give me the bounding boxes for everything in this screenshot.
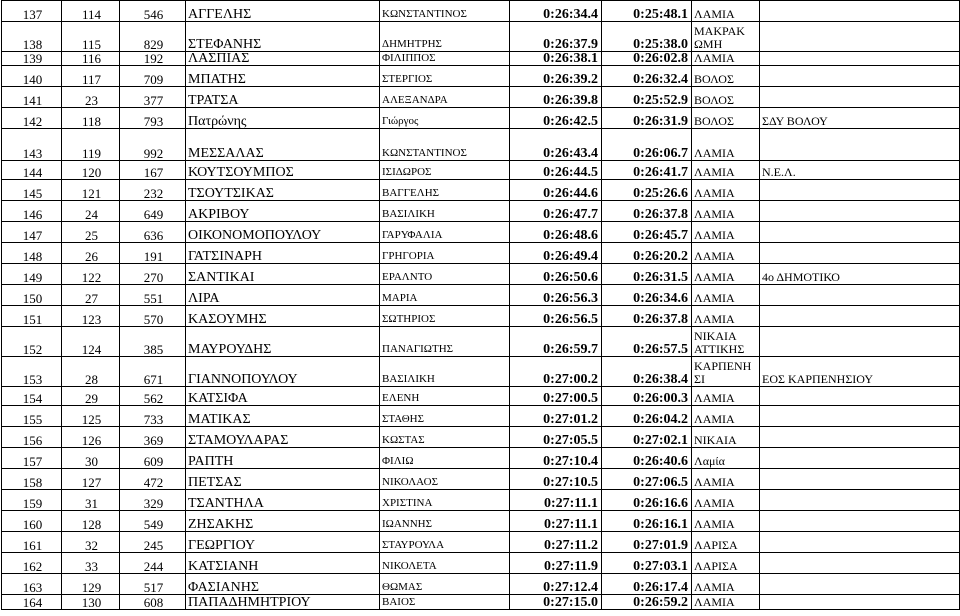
category-place-cell: 122: [62, 264, 120, 285]
gun-time-cell: 0:26:39.2: [510, 66, 602, 87]
bib-number-cell: 649: [120, 201, 186, 222]
category-place-cell: 24: [62, 201, 120, 222]
city-cell: ΛΑΜΙΑ: [692, 595, 760, 610]
bib-number-cell: 992: [120, 129, 186, 161]
net-time-cell: 0:26:31.5: [602, 264, 692, 285]
surname-cell: ΠΑΠΑΔΗΜΗΤΡΙΟΥ: [186, 595, 380, 610]
surname-cell: ΜΕΣΣΑΛΑΣ: [186, 129, 380, 161]
club-cell: [760, 201, 960, 222]
surname-cell: ΤΣΟΥΤΣΙΚΑΣ: [186, 180, 380, 201]
first-name-cell: Γιώργος: [380, 108, 510, 129]
city-cell: ΛΑΡΙΣΑ: [692, 532, 760, 553]
place-cell: 155: [2, 406, 62, 427]
category-place-cell: 129: [62, 574, 120, 595]
city-cell: ΛΑΜΙΑ: [692, 574, 760, 595]
bib-number-cell: 793: [120, 108, 186, 129]
net-time-cell: 0:25:48.1: [602, 1, 692, 22]
bib-number-cell: 191: [120, 243, 186, 264]
place-cell: 137: [2, 1, 62, 22]
club-cell: [760, 490, 960, 511]
first-name-cell: ΦΙΛΙΠΠΟΣ: [380, 52, 510, 66]
table-row: [2, 201, 960, 222]
surname-cell: ΣΤΕΦΑΝΗΣ: [186, 22, 380, 52]
category-place-cell: 115: [62, 22, 120, 52]
club-cell: [760, 595, 960, 610]
city-cell: ΛΑΜΙΑ: [692, 490, 760, 511]
first-name-cell: ΓΑΡΥΦΑΛΙΑ: [380, 222, 510, 243]
first-name-cell: ΒΑΙΟΣ: [380, 595, 510, 610]
surname-cell: ΚΑΤΣΙΦΑ: [186, 387, 380, 406]
bib-number-cell: 829: [120, 22, 186, 52]
gun-time-cell: 0:26:44.5: [510, 161, 602, 180]
first-name-cell: ΕΡΑΛΝΤΟ: [380, 264, 510, 285]
place-cell: 161: [2, 532, 62, 553]
city-cell: ΛΑΜΙΑ: [692, 129, 760, 161]
gun-time-cell: 0:26:48.6: [510, 222, 602, 243]
bib-number-cell: 549: [120, 511, 186, 532]
bib-number-cell: 472: [120, 469, 186, 490]
place-cell: 147: [2, 222, 62, 243]
net-time-cell: 0:27:01.9: [602, 532, 692, 553]
gun-time-cell: 0:26:34.4: [510, 1, 602, 22]
net-time-cell: 0:26:38.4: [602, 357, 692, 387]
bib-number-cell: 232: [120, 180, 186, 201]
first-name-cell: ΒΑΣΙΛΙΚΗ: [380, 201, 510, 222]
category-place-cell: 118: [62, 108, 120, 129]
table-row: [2, 387, 960, 406]
category-place-cell: 116: [62, 52, 120, 66]
surname-cell: ΤΡΑΤΣΑ: [186, 87, 380, 108]
results-table: [1, 0, 960, 610]
surname-cell: ΦΑΣΙΑΝΗΣ: [186, 574, 380, 595]
table-row: [2, 574, 960, 595]
bib-number-cell: 636: [120, 222, 186, 243]
city-cell: ΛΑΜΙΑ: [692, 1, 760, 22]
net-time-cell: 0:26:40.6: [602, 448, 692, 469]
gun-time-cell: 0:26:44.6: [510, 180, 602, 201]
net-time-cell: 0:27:03.1: [602, 553, 692, 574]
surname-cell: ΓΑΤΣΙΝΑΡΗ: [186, 243, 380, 264]
surname-cell: ΜΑΥΡΟΥΔΗΣ: [186, 327, 380, 357]
surname-cell: ΓΙΑΝΝΟΠΟΥΛΟΥ: [186, 357, 380, 387]
place-cell: 162: [2, 553, 62, 574]
net-time-cell: 0:27:02.1: [602, 427, 692, 448]
table-row: [2, 264, 960, 285]
place-cell: 145: [2, 180, 62, 201]
gun-time-cell: 0:27:05.5: [510, 427, 602, 448]
gun-time-cell: 0:27:11.9: [510, 553, 602, 574]
category-place-cell: 26: [62, 243, 120, 264]
gun-time-cell: 0:26:43.4: [510, 129, 602, 161]
first-name-cell: ΣΤΕΡΓΙΟΣ: [380, 66, 510, 87]
first-name-cell: ΝΙΚΟΛΑΟΣ: [380, 469, 510, 490]
surname-cell: ΛΙΡΑ: [186, 285, 380, 306]
place-cell: 157: [2, 448, 62, 469]
surname-cell: ΟΙΚΟΝΟΜΟΠΟΥΛΟΥ: [186, 222, 380, 243]
bib-number-cell: 244: [120, 553, 186, 574]
bib-number-cell: 270: [120, 264, 186, 285]
table-row: [2, 595, 960, 610]
gun-time-cell: 0:26:37.9: [510, 22, 602, 52]
first-name-cell: ΦΙΛΙΩ: [380, 448, 510, 469]
gun-time-cell: 0:26:38.1: [510, 52, 602, 66]
city-cell: ΛΑΜΙΑ: [692, 264, 760, 285]
first-name-cell: ΕΛΕΝΗ: [380, 387, 510, 406]
bib-number-cell: 517: [120, 574, 186, 595]
first-name-cell: ΚΩΝΣΤΑΝΤΙΝΟΣ: [380, 1, 510, 22]
bib-number-cell: 369: [120, 427, 186, 448]
surname-cell: ΡΑΠΤΗ: [186, 448, 380, 469]
city-cell: ΛΑΜΙΑ: [692, 222, 760, 243]
surname-cell: ΣΤΑΜΟΥΛΑΡΑΣ: [186, 427, 380, 448]
city-cell: ΛΑΜΙΑ: [692, 201, 760, 222]
city-cell: ΒΟΛΟΣ: [692, 66, 760, 87]
gun-time-cell: 0:27:01.2: [510, 406, 602, 427]
place-cell: 154: [2, 387, 62, 406]
city-cell: ΛΑΜΙΑ: [692, 285, 760, 306]
results-body: [2, 1, 960, 610]
surname-cell: ΚΟΥΤΣΟΥΜΠΟΣ: [186, 161, 380, 180]
table-row: [2, 180, 960, 201]
first-name-cell: ΧΡΙΣΤΙΝΑ: [380, 490, 510, 511]
club-cell: [760, 87, 960, 108]
gun-time-cell: 0:26:56.3: [510, 285, 602, 306]
city-cell: ΚΑΡΠΕΝΗ ΣΙ: [692, 357, 760, 387]
first-name-cell: ΒΑΣΙΛΙΚΗ: [380, 357, 510, 387]
net-time-cell: 0:25:38.0: [602, 22, 692, 52]
table-row: [2, 511, 960, 532]
city-cell: ΜΑΚΡΑΚ ΩΜΗ: [692, 22, 760, 52]
city-cell: ΛΑΜΙΑ: [692, 161, 760, 180]
surname-cell: Πατρώνης: [186, 108, 380, 129]
surname-cell: ΛΑΣΠΙΑΣ: [186, 52, 380, 66]
table-row: [2, 327, 960, 357]
net-time-cell: 0:26:16.1: [602, 511, 692, 532]
bib-number-cell: 245: [120, 532, 186, 553]
place-cell: 139: [2, 52, 62, 66]
place-cell: 160: [2, 511, 62, 532]
first-name-cell: ΔΗΜΗΤΡΗΣ: [380, 22, 510, 52]
club-cell: [760, 574, 960, 595]
club-cell: Ν.Ε.Λ.: [760, 161, 960, 180]
bib-number-cell: 709: [120, 66, 186, 87]
bib-number-cell: 551: [120, 285, 186, 306]
city-cell: ΛΑΜΙΑ: [692, 469, 760, 490]
place-cell: 143: [2, 129, 62, 161]
gun-time-cell: 0:26:59.7: [510, 327, 602, 357]
first-name-cell: ΓΡΗΓΟΡΙΑ: [380, 243, 510, 264]
place-cell: 141: [2, 87, 62, 108]
table-row: [2, 22, 960, 52]
net-time-cell: 0:26:00.3: [602, 387, 692, 406]
first-name-cell: ΑΛΕΞΑΝΔΡΑ: [380, 87, 510, 108]
surname-cell: ΓΕΩΡΓΙΟΥ: [186, 532, 380, 553]
surname-cell: ΣΑΝΤΙΚΑΙ: [186, 264, 380, 285]
club-cell: 4ο ΔΗΜΟΤΙΚΟ: [760, 264, 960, 285]
net-time-cell: 0:26:02.8: [602, 52, 692, 66]
net-time-cell: 0:26:16.6: [602, 490, 692, 511]
surname-cell: ΤΣΑΝΤΗΛΑ: [186, 490, 380, 511]
bib-number-cell: 570: [120, 306, 186, 327]
gun-time-cell: 0:27:00.5: [510, 387, 602, 406]
category-place-cell: 120: [62, 161, 120, 180]
club-cell: [760, 469, 960, 490]
first-name-cell: ΒΑΓΓΕΛΗΣ: [380, 180, 510, 201]
table-row: [2, 427, 960, 448]
table-row: [2, 66, 960, 87]
place-cell: 164: [2, 595, 62, 610]
table-row: [2, 285, 960, 306]
net-time-cell: 0:25:26.6: [602, 180, 692, 201]
category-place-cell: 29: [62, 387, 120, 406]
city-cell: ΒΟΛΟΣ: [692, 87, 760, 108]
place-cell: 149: [2, 264, 62, 285]
club-cell: [760, 180, 960, 201]
place-cell: 156: [2, 427, 62, 448]
bib-number-cell: 329: [120, 490, 186, 511]
category-place-cell: 127: [62, 469, 120, 490]
net-time-cell: 0:26:06.7: [602, 129, 692, 161]
net-time-cell: 0:26:20.2: [602, 243, 692, 264]
city-cell: ΛΑΜΙΑ: [692, 406, 760, 427]
net-time-cell: 0:25:52.9: [602, 87, 692, 108]
city-cell: ΝΙΚΑΙΑ ΑΤΤΙΚΗΣ: [692, 327, 760, 357]
club-cell: ΕΟΣ ΚΑΡΠΕΝΗΣΙΟΥ: [760, 357, 960, 387]
net-time-cell: 0:27:06.5: [602, 469, 692, 490]
table-row: [2, 306, 960, 327]
bib-number-cell: 546: [120, 1, 186, 22]
club-cell: ΣΔΥ ΒΟΛΟΥ: [760, 108, 960, 129]
gun-time-cell: 0:27:11.1: [510, 511, 602, 532]
surname-cell: ΚΑΤΣΙΑΝΗ: [186, 553, 380, 574]
place-cell: 142: [2, 108, 62, 129]
gun-time-cell: 0:27:12.4: [510, 574, 602, 595]
club-cell: [760, 66, 960, 87]
place-cell: 150: [2, 285, 62, 306]
bib-number-cell: 167: [120, 161, 186, 180]
table-row: [2, 222, 960, 243]
club-cell: [760, 243, 960, 264]
category-place-cell: 31: [62, 490, 120, 511]
club-cell: [760, 1, 960, 22]
gun-time-cell: 0:27:10.5: [510, 469, 602, 490]
bib-number-cell: 609: [120, 448, 186, 469]
table-row: [2, 553, 960, 574]
first-name-cell: ΙΣΙΔΩΡΟΣ: [380, 161, 510, 180]
surname-cell: ΑΓΓΕΛΗΣ: [186, 1, 380, 22]
net-time-cell: 0:26:45.7: [602, 222, 692, 243]
surname-cell: ΖΗΣΑΚΗΣ: [186, 511, 380, 532]
city-cell: Λαμία: [692, 448, 760, 469]
city-cell: ΛΑΜΙΑ: [692, 306, 760, 327]
category-place-cell: 126: [62, 427, 120, 448]
table-row: [2, 52, 960, 66]
first-name-cell: ΚΩΝΣΤΑΝΤΙΝΟΣ: [380, 129, 510, 161]
city-cell: ΛΑΜΙΑ: [692, 387, 760, 406]
table-row: [2, 1, 960, 22]
bib-number-cell: 562: [120, 387, 186, 406]
club-cell: [760, 129, 960, 161]
place-cell: 163: [2, 574, 62, 595]
category-place-cell: 125: [62, 406, 120, 427]
net-time-cell: 0:26:57.5: [602, 327, 692, 357]
category-place-cell: 128: [62, 511, 120, 532]
gun-time-cell: 0:27:00.2: [510, 357, 602, 387]
surname-cell: ΜΠΑΤΗΣ: [186, 66, 380, 87]
category-place-cell: 30: [62, 448, 120, 469]
club-cell: [760, 387, 960, 406]
place-cell: 144: [2, 161, 62, 180]
table-row: [2, 108, 960, 129]
table-row: [2, 406, 960, 427]
city-cell: ΛΑΜΙΑ: [692, 180, 760, 201]
net-time-cell: 0:26:59.2: [602, 595, 692, 610]
place-cell: 146: [2, 201, 62, 222]
gun-time-cell: 0:26:42.5: [510, 108, 602, 129]
table-row: [2, 490, 960, 511]
category-place-cell: 123: [62, 306, 120, 327]
place-cell: 152: [2, 327, 62, 357]
city-cell: ΒΟΛΟΣ: [692, 108, 760, 129]
net-time-cell: 0:26:17.4: [602, 574, 692, 595]
gun-time-cell: 0:26:49.4: [510, 243, 602, 264]
table-row: [2, 448, 960, 469]
gun-time-cell: 0:27:15.0: [510, 595, 602, 610]
net-time-cell: 0:26:34.6: [602, 285, 692, 306]
category-place-cell: 117: [62, 66, 120, 87]
club-cell: [760, 427, 960, 448]
category-place-cell: 121: [62, 180, 120, 201]
table-row: [2, 469, 960, 490]
surname-cell: ΑΚΡΙΒΟΥ: [186, 201, 380, 222]
table-row: [2, 161, 960, 180]
club-cell: [760, 52, 960, 66]
club-cell: [760, 327, 960, 357]
category-place-cell: 32: [62, 532, 120, 553]
table-row: [2, 357, 960, 387]
gun-time-cell: 0:26:56.5: [510, 306, 602, 327]
club-cell: [760, 285, 960, 306]
first-name-cell: ΣΩΤΗΡΙΟΣ: [380, 306, 510, 327]
first-name-cell: ΝΙΚΟΛΕΤΑ: [380, 553, 510, 574]
net-time-cell: 0:26:37.8: [602, 201, 692, 222]
gun-time-cell: 0:26:39.8: [510, 87, 602, 108]
table-row: [2, 87, 960, 108]
bib-number-cell: 377: [120, 87, 186, 108]
city-cell: ΝΙΚΑΙΑ: [692, 427, 760, 448]
first-name-cell: ΜΑΡΙΑ: [380, 285, 510, 306]
gun-time-cell: 0:26:47.7: [510, 201, 602, 222]
category-place-cell: 124: [62, 327, 120, 357]
net-time-cell: 0:26:32.4: [602, 66, 692, 87]
net-time-cell: 0:26:37.8: [602, 306, 692, 327]
city-cell: ΛΑΜΙΑ: [692, 52, 760, 66]
place-cell: 153: [2, 357, 62, 387]
club-cell: [760, 532, 960, 553]
table-row: [2, 532, 960, 553]
club-cell: [760, 222, 960, 243]
category-place-cell: 114: [62, 1, 120, 22]
surname-cell: ΜΑΤΙΚΑΣ: [186, 406, 380, 427]
first-name-cell: ΘΩΜΑΣ: [380, 574, 510, 595]
place-cell: 138: [2, 22, 62, 52]
bib-number-cell: 671: [120, 357, 186, 387]
first-name-cell: ΣΤΑΘΗΣ: [380, 406, 510, 427]
club-cell: [760, 22, 960, 52]
city-cell: ΛΑΜΙΑ: [692, 243, 760, 264]
category-place-cell: 28: [62, 357, 120, 387]
net-time-cell: 0:26:41.7: [602, 161, 692, 180]
category-place-cell: 130: [62, 595, 120, 610]
gun-time-cell: 0:27:11.1: [510, 490, 602, 511]
place-cell: 140: [2, 66, 62, 87]
category-place-cell: 23: [62, 87, 120, 108]
city-cell: ΛΑΡΙΣΑ: [692, 553, 760, 574]
first-name-cell: ΚΩΣΤΑΣ: [380, 427, 510, 448]
club-cell: [760, 306, 960, 327]
bib-number-cell: 385: [120, 327, 186, 357]
surname-cell: ΚΑΣΟΥΜΗΣ: [186, 306, 380, 327]
category-place-cell: 25: [62, 222, 120, 243]
table-row: [2, 129, 960, 161]
place-cell: 158: [2, 469, 62, 490]
place-cell: 151: [2, 306, 62, 327]
category-place-cell: 27: [62, 285, 120, 306]
club-cell: [760, 511, 960, 532]
bib-number-cell: 192: [120, 52, 186, 66]
place-cell: 159: [2, 490, 62, 511]
gun-time-cell: 0:27:10.4: [510, 448, 602, 469]
bib-number-cell: 608: [120, 595, 186, 610]
club-cell: [760, 553, 960, 574]
first-name-cell: ΠΑΝΑΓΙΩΤΗΣ: [380, 327, 510, 357]
gun-time-cell: 0:27:11.2: [510, 532, 602, 553]
net-time-cell: 0:26:31.9: [602, 108, 692, 129]
club-cell: [760, 406, 960, 427]
place-cell: 148: [2, 243, 62, 264]
club-cell: [760, 448, 960, 469]
city-cell: ΛΑΜΙΑ: [692, 511, 760, 532]
category-place-cell: 119: [62, 129, 120, 161]
table-row: [2, 243, 960, 264]
gun-time-cell: 0:26:50.6: [510, 264, 602, 285]
category-place-cell: 33: [62, 553, 120, 574]
net-time-cell: 0:26:04.2: [602, 406, 692, 427]
surname-cell: ΠΕΤΣΑΣ: [186, 469, 380, 490]
first-name-cell: ΙΩΑΝΝΗΣ: [380, 511, 510, 532]
first-name-cell: ΣΤΑΥΡΟΥΛΑ: [380, 532, 510, 553]
bib-number-cell: 733: [120, 406, 186, 427]
